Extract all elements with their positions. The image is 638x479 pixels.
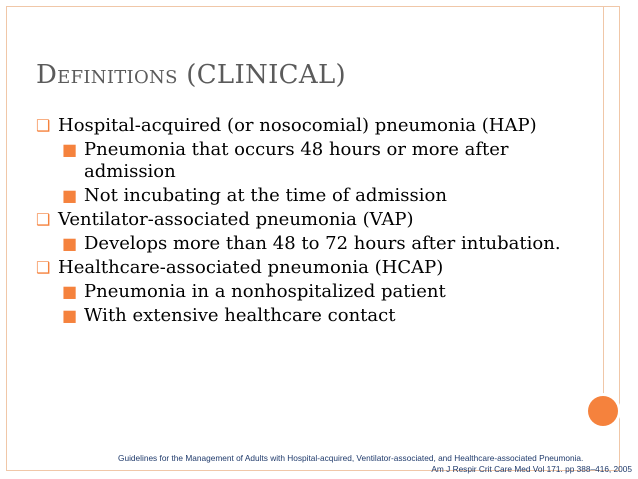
list-item	[36, 115, 596, 137]
list-item	[36, 209, 596, 231]
list-subitem	[36, 185, 596, 207]
list-subitem	[36, 139, 596, 183]
square-bullet-icon: ❑	[36, 210, 51, 229]
list-subitem-text: With extensive healthcare contact	[84, 305, 396, 326]
list-item	[36, 257, 596, 279]
square-bullet-icon: ❑	[36, 258, 51, 277]
slide-right-rule	[603, 6, 604, 400]
accent-circle	[588, 396, 618, 426]
bullet-list	[36, 115, 596, 329]
square-bullet-icon: ■	[62, 234, 78, 253]
citation-footer	[100, 453, 632, 475]
list-subitem-text: Pneumonia that occurs 48 hours or more after admission	[84, 139, 509, 182]
square-bullet-icon: ❑	[36, 116, 51, 135]
citation-line-1: Guidelines for the Management of Adults with Hospital-acquired, Ventilator-associated, and Healthcare-associated Pneumonia.	[118, 453, 584, 463]
square-bullet-icon: ■	[62, 186, 78, 205]
square-bullet-icon: ■	[62, 282, 78, 301]
square-bullet-icon: ■	[62, 140, 78, 159]
list-subitem	[36, 233, 596, 255]
list-item-text: Ventilator-associated pneumonia (VAP)	[58, 209, 414, 230]
list-subitem-text: Develops more than 48 to 72 hours after intubation.	[84, 233, 561, 254]
list-subitem-text: Not incubating at the time of admission	[84, 185, 447, 206]
list-item-text: Healthcare-associated pneumonia (HCAP)	[58, 257, 444, 278]
slide-title-suffix: (CLINICAL)	[186, 60, 346, 90]
citation-line-2: Am J Respir Crit Care Med Vol 171. pp 388–416, 2005	[431, 464, 632, 474]
list-subitem	[36, 281, 596, 303]
list-subitem-text: Pneumonia in a nonhospitalized patient	[84, 281, 446, 302]
slide-title	[36, 60, 346, 90]
list-item-text: Hospital-acquired (or nosocomial) pneumonia (HAP)	[58, 115, 537, 136]
list-subitem	[36, 305, 596, 327]
slide-title-prefix: Definitions	[36, 60, 178, 90]
square-bullet-icon: ■	[62, 306, 78, 325]
